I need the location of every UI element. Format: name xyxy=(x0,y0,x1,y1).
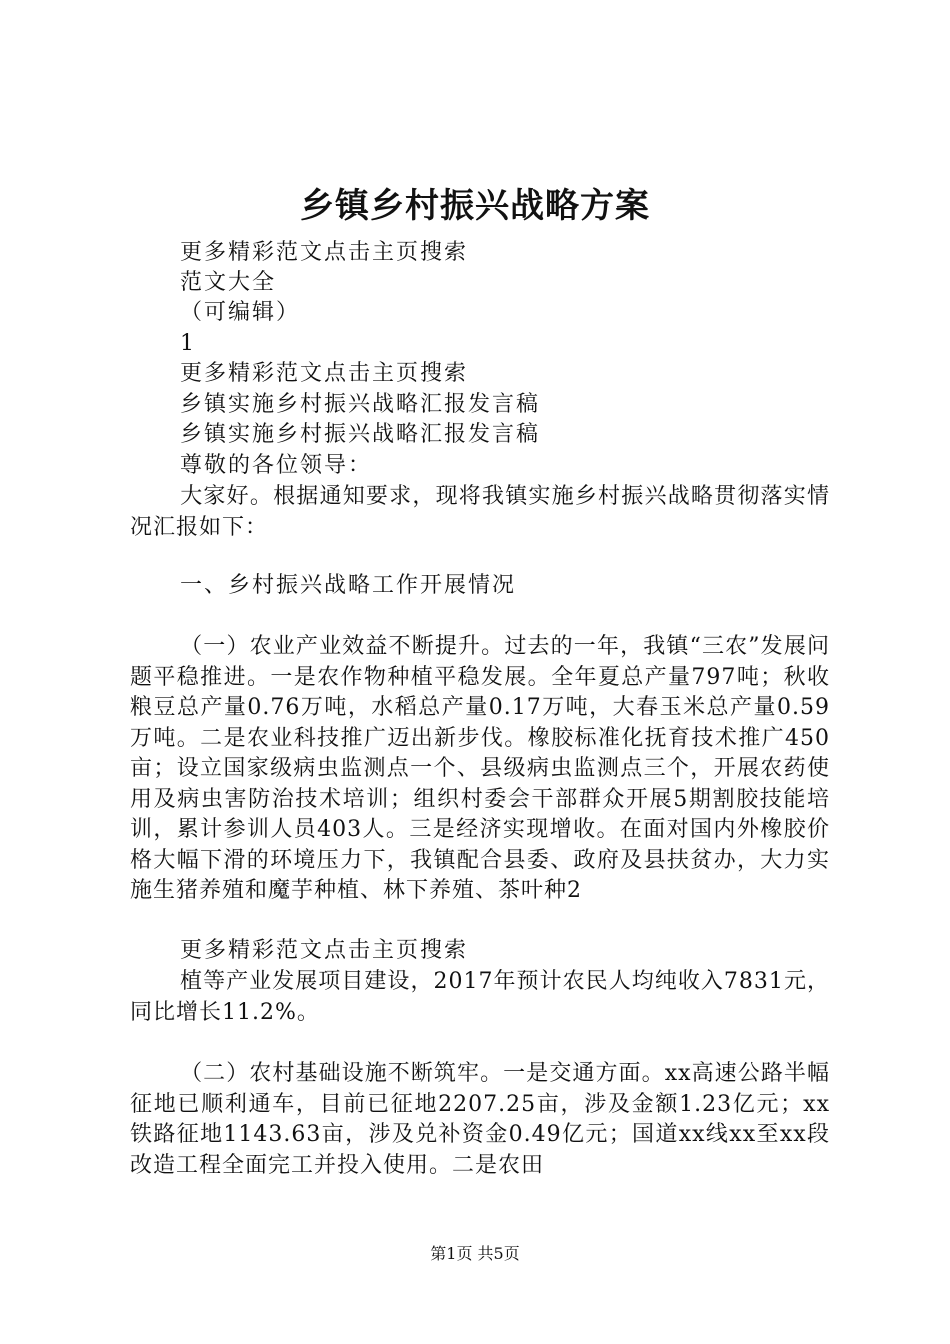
subtitle-line: 乡镇实施乡村振兴战略汇报发言稿 xyxy=(180,422,541,447)
essay-collection-label: 范文大全 xyxy=(180,270,277,295)
more-essays-link[interactable]: 更多精彩范文点击主页搜索 xyxy=(180,240,469,265)
subtitle-line: 乡镇实施乡村振兴战略汇报发言稿 xyxy=(180,392,541,417)
editable-label: （可编辑） xyxy=(180,300,301,325)
paragraph-text: （一）农业产业效益不断提升。过去的一年，我镇“三农”发展问题平稳推进。一是农作物种植平稳发展。全年夏总产量797吨；秋收粮豆总产量0.76万吨，水稻总产量0.17万吨，大春玉米总产量0.59万吨。二是农业科技推广迈出新步伐。橡胶标准化抚育技术推广450亩；设立国家级病虫监测点一个、县级病虫监测点三个，开展农药使用及病虫害防治技术培训；组织村委会干部群众开展5期割胶技能培训，累计参训人员403人。三是经济实现增收。在面对国内外橡胶价格大幅下滑的环境压力下，我镇配合县委、政府及县扶贫办，大力实施生猪养殖和魔芋种植、林下养殖、茶叶种2 xyxy=(130,634,830,903)
document-title: 乡镇乡村振兴战略方案 xyxy=(300,186,650,226)
body-paragraph-continued xyxy=(130,967,830,1028)
more-essays-link[interactable]: 更多精彩范文点击主页搜索 xyxy=(180,361,469,386)
intro-text: 大家好。根据通知要求，现将我镇实施乡村振兴战略贯彻落实情况汇报如下： xyxy=(130,484,830,540)
page-footer: 第1页 共5页 xyxy=(430,1244,520,1263)
body-paragraph xyxy=(130,1059,830,1181)
intro-paragraph xyxy=(130,482,830,543)
body-paragraph xyxy=(130,632,830,907)
paragraph-text: （二）农村基础设施不断筑牢。一是交通方面。xx高速公路半幅征地已顺利通车，目前已征地2207.25亩，涉及金额1.23亿元；xx铁路征地1143.63亩，涉及兑补资金0.49亿元；国道xx线xx至xx段改造工程全面完工并投入使用。二是农田 xyxy=(130,1061,830,1178)
salutation: 尊敬的各位领导： xyxy=(180,453,373,478)
page-marker: 1 xyxy=(180,331,196,356)
paragraph-text: 植等产业发展项目建设，2017年预计农民人均纯收入7831元，同比增长11.2%。 xyxy=(130,969,830,1025)
more-essays-link[interactable]: 更多精彩范文点击主页搜索 xyxy=(180,938,469,963)
section-heading: 一、乡村振兴战略工作开展情况 xyxy=(180,573,517,598)
